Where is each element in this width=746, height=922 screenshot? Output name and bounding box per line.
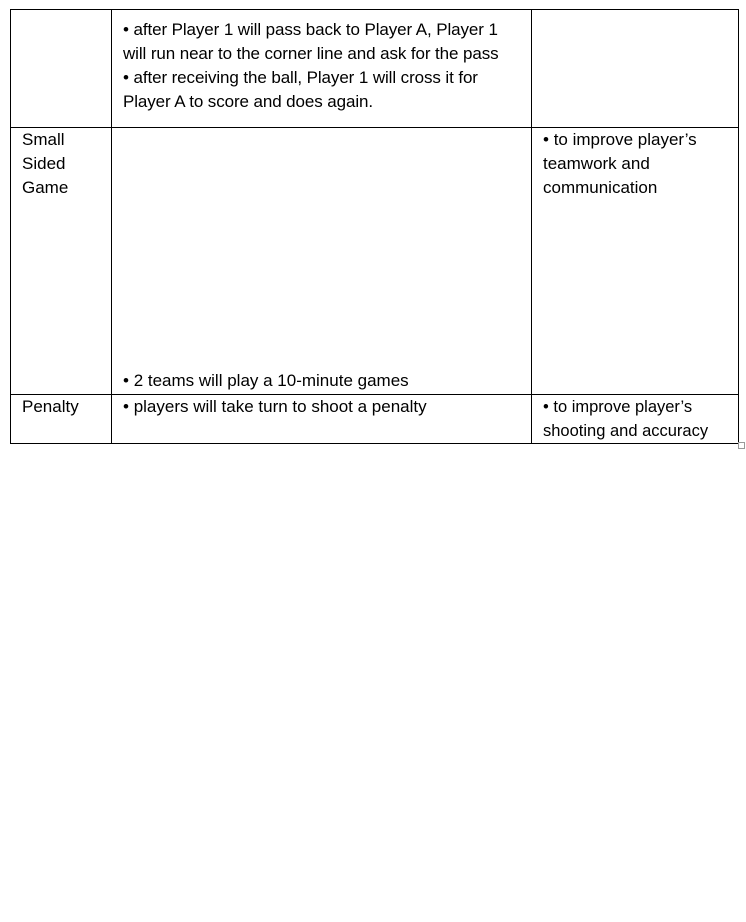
- table-row: [11, 10, 739, 128]
- objective-bullet: • to improve player’s teamwork and communication: [543, 128, 732, 200]
- objective-cell: [532, 10, 739, 128]
- activity-cell: Small Sided Game: [11, 128, 112, 395]
- table-resize-handle[interactable]: [738, 442, 745, 449]
- procedure-bullet: • after receiving the ball, Player 1 will cross it for Player A to score and does again.: [123, 66, 525, 114]
- objective-cell: [532, 128, 739, 395]
- activity-cell: [11, 10, 112, 128]
- procedure-cell: [112, 10, 532, 128]
- activity-cell: Penalty: [11, 395, 112, 444]
- objective-cell: [532, 395, 739, 444]
- procedure-bullet: • players will take turn to shoot a penalty: [123, 395, 525, 419]
- training-plan-table: [10, 9, 739, 444]
- procedure-cell: [112, 395, 532, 444]
- procedure-cell: [112, 128, 532, 395]
- table-row: [11, 128, 739, 395]
- objective-bullet: • to improve player’s shooting and accuracy: [543, 395, 732, 443]
- procedure-bullet: • 2 teams will play a 10-minute games: [123, 369, 525, 393]
- table-row: [11, 395, 739, 444]
- document-page: [10, 9, 739, 444]
- procedure-bullet: • after Player 1 will pass back to Player A, Player 1 will run near to the corner line and ask for the pass: [123, 18, 525, 66]
